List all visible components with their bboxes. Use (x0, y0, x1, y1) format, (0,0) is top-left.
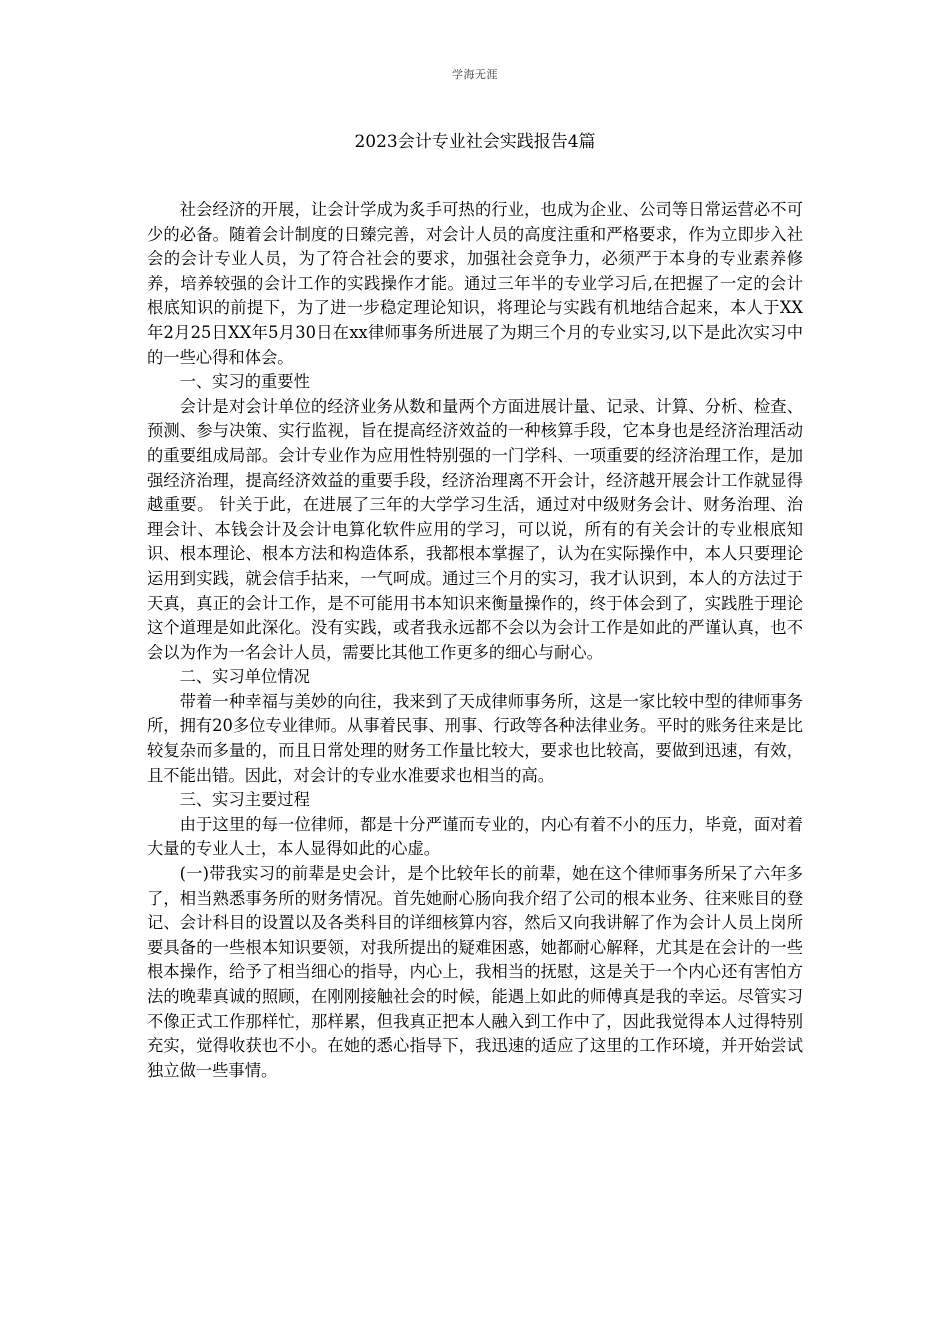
document-title: 2023会计专业社会实践报告4篇 (354, 132, 596, 152)
page-header: 学海无涯 (452, 68, 498, 81)
section-heading-unit: 二、实习单位情况 (179, 667, 310, 687)
paragraph-intro: 社会经济的开展，让会计学成为炙手可热的行业，也成为企业、公司等日常运营必不可少的必备。随着会计制度的日臻完善，对会计人员的高度注重和严格要求，作为立即步入社会的会计专业人员，为了符合社会的要求，加强社会竞争力，必须严于本身的专业素养修养，培养较强的会计工作的实践操作才能。通过三年半的专业学习后,在把握了一定的会计根底知识的前提下，为了进一步稳定理论知识，将理论与实践有机地结合起来，本人于XX年2月25日XX年5月30日在xx律师事务所进展了为期三个月的专业实习,以下是此次实习中的一些心得和体会。 (147, 200, 803, 367)
paragraph-unit: 带着一种幸福与美妙的向往，我来到了天成律师事务所，这是一家比较中型的律师事务所，拥有20多位专业律师。从事着民事、刑事、行政等各种法律业务。平时的账务往来是比较复杂而多量的，而且日常处理的财务工作量比较大，要求也比较高，要做到迅速，有效，且不能出错。因此，对会计的专业水准要求也相当的高。 (147, 691, 803, 785)
section-heading-importance: 一、实习的重要性 (179, 372, 310, 392)
document-body (147, 198, 803, 1083)
paragraph-process-intro: 由于这里的每一位律师，都是十分严谨而专业的，内心有着不小的压力，毕竟，面对着大量的专业人士，本人显得如此的心虚。 (147, 814, 803, 859)
section-heading-process: 三、实习主要过程 (179, 790, 310, 810)
paragraph-importance: 会计是对会计单位的经济业务从数和量两个方面进展计量、记录、计算、分析、检查、预测、参与决策、实行监视，旨在提高经济效益的一种核算手段，它本身也是经济治理活动的重要组成局部。会计专业作为应用性特别强的一门学科、一项重要的经济治理工作，是加强经济治理，提高经济效益的重要手段，经济治理离不开会计，经济越开展会计工作就显得越重要。 针关于此，在进展了三年的大学学习生活，通过对中级财务会计、财务治理、治理会计、本钱会计及会计电算化软件应用的学习，可以说，所有的有关会计的专业根底知识、根本理论、根本方法和构造体系，我都根本掌握了，认为在实际操作中，本人只要理论运用到实践，就会信手拈来，一气呵成。通过三个月的实习，我才认识到，本人的方法过于天真，真正的会计工作，是不可能用书本知识来衡量操作的，终于体会到了，实践胜于理论这个道理是如此深化。没有实践，或者我永远都不会以为会计工作是如此的严谨认真，也不会以为作为一名会计人员，需要比其他工作更多的细心与耐心。 (147, 396, 803, 662)
paragraph-process-mentor: (一)带我实习的前辈是史会计，是个比较年长的前辈，她在这个律师事务所呆了六年多了，相当熟悉事务所的财务情况。首先她耐心肠向我介绍了公司的根本业务、往来账目的登记、会计科目的设置以及各类科目的详细核算内容，然后又向我讲解了作为会计人员上岗所要具备的一些根本知识要领，对我所提出的疑难困惑，她都耐心解释，尤其是在会计的一些根本操作，给予了相当细心的指导，内心上，我相当的抚慰，这是关于一个内心还有害怕方法的晚辈真诚的照顾，在刚刚接触社会的时候，能遇上如此的师傅真是我的幸运。尽管实习不像正式工作那样忙，那样累，但我真正把本人融入到工作中了，因此我觉得本人过得特别充实，觉得收获也不小。在她的悉心指导下，我迅速的适应了这里的工作环境，并开始尝试独立做一些事情。 (147, 864, 803, 1080)
